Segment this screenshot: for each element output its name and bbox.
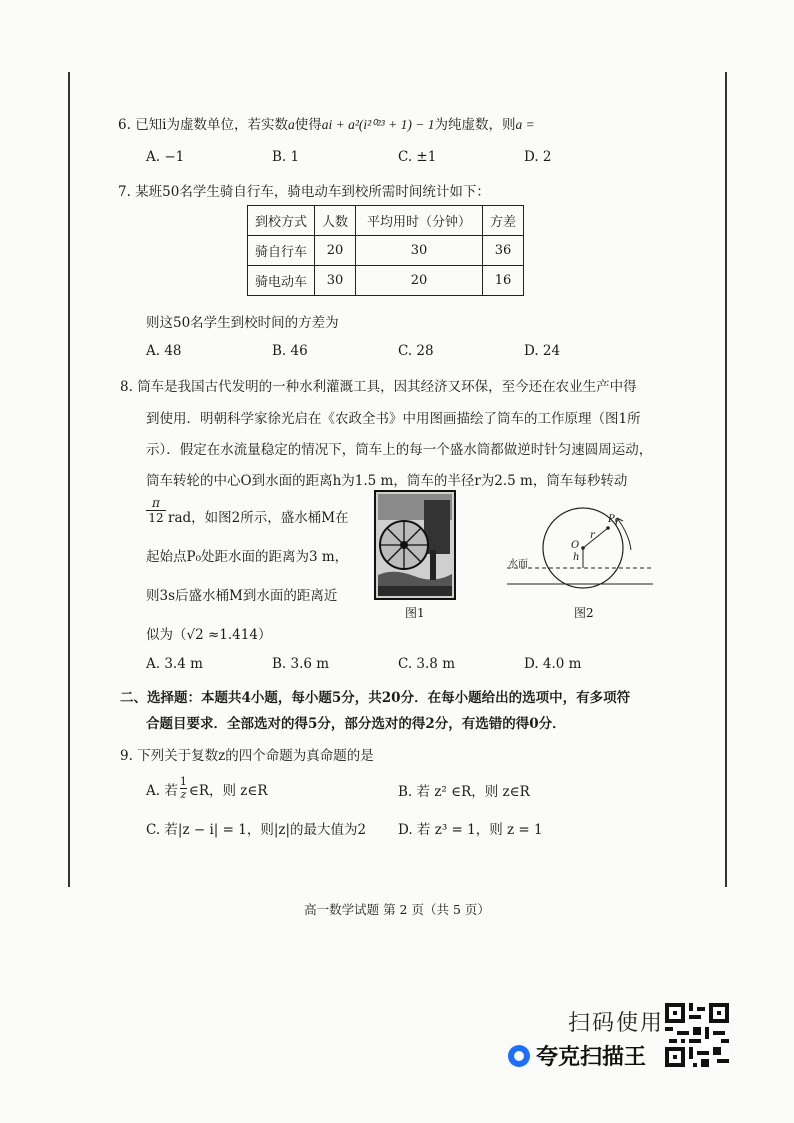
question-8-line-5: rad，如图2所示，盛水桶M在: [168, 510, 349, 526]
fig2-height-label: h: [573, 552, 580, 563]
table-cell: 36: [483, 236, 524, 266]
table-header: 方差: [483, 206, 524, 236]
table-header-row: [248, 206, 524, 236]
fig2-water-label: 水面: [508, 559, 528, 570]
rotation-fraction: π 12: [146, 496, 166, 525]
q9-option-b: B. 若 z² ∈R，则 z∈R: [398, 784, 530, 800]
q9-option-c: C. 若|z − i| = 1，则|z|的最大值为2: [146, 822, 367, 838]
question-8-line-6: 起始点P₀处距水面的距离为3 m，: [146, 549, 349, 565]
page-footer: 高一数学试题 第 2 页（共 5 页）: [304, 902, 490, 917]
q7-option-c: C. 28: [398, 343, 434, 359]
section-2-instructions: 合题目要求．全部选对的得5分，部分选对的得2分，有选错的得0分．: [146, 716, 566, 732]
scan-to-use-label: 扫码使用: [568, 1011, 665, 1036]
q8-option-d: D. 4.0 m: [524, 656, 582, 672]
fig2-radius-label: r: [590, 530, 595, 541]
q8-option-b: B. 3.6 m: [272, 656, 330, 672]
q6-option-a: A. −1: [146, 149, 185, 165]
table-cell: 20: [315, 236, 356, 266]
quark-logo-icon: [508, 1045, 530, 1067]
q6-option-c: C. ±1: [398, 149, 437, 165]
question-6: 6. 已知i为虚数单位，若实数a使得ai + a²(i²⁰²³ + 1) − 1为纯虚数，则a =: [118, 117, 535, 133]
question-9: 9. 下列关于复数z的四个命题为真命题的是: [120, 748, 374, 764]
commute-table: [247, 205, 524, 296]
table-cell: 30: [315, 266, 356, 296]
q6-option-b: B. 1: [272, 149, 300, 165]
table-cell: 16: [483, 266, 524, 296]
q7-option-d: D. 24: [524, 343, 561, 359]
table-cell: 骑自行车: [248, 236, 315, 266]
question-8-line-4: 筒车转轮的中心O到水面的距离h为1.5 m，筒车的半径r为2.5 m，筒车每秒转动: [146, 473, 628, 489]
q9-option-a-fraction: 1 z: [179, 775, 187, 801]
fig2-start-point-label: P₀: [608, 514, 619, 525]
q7-question: 则这50名学生到校时间的方差为: [146, 315, 339, 331]
q6-option-d: D. 2: [524, 149, 552, 165]
left-margin-rule: [68, 72, 70, 887]
section-2-heading: 二、选择题：本题共4小题，每小题5分，共20分．在每小题给出的选项中，有多项符: [120, 690, 631, 706]
table-header: 到校方式: [248, 206, 315, 236]
scanner-brand: 夸克扫描王: [508, 1040, 646, 1071]
table-header: 人数: [315, 206, 356, 236]
table-cell: 骑电动车: [248, 266, 315, 296]
q9-option-a: A. 若 1 z ∈R，则 z∈R: [146, 775, 268, 801]
figure-1-illustration: [374, 490, 456, 600]
figure-2-caption: 图2: [574, 606, 594, 620]
question-8-line-8: 似为（√2 ≈1.414）: [146, 627, 272, 643]
table-cell: 30: [356, 236, 483, 266]
fig2-center-label: O: [571, 540, 580, 551]
question-8-line-7: 则3s后盛水桶M到水面的距离近: [146, 588, 338, 604]
table-cell: 20: [356, 266, 483, 296]
table-header: 平均用时（分钟）: [356, 206, 483, 236]
q9-option-d: D. 若 z³ = 1，则 z = 1: [398, 822, 543, 838]
q7-option-a: A. 48: [146, 343, 182, 359]
question-8-line-2: 到使用．明朝科学家徐光启在《农政全书》中用图画描绘了筒车的工作原理（图1所: [146, 411, 641, 427]
qr-code-icon[interactable]: [665, 1003, 729, 1067]
q8-option-c: C. 3.8 m: [398, 656, 455, 672]
table-row: [248, 236, 524, 266]
question-8-line-1: 8. 筒车是我国古代发明的一种水利灌溉工具，因其经济又环保，至今还在农业生产中得: [120, 379, 637, 395]
right-margin-rule: [725, 72, 727, 887]
figure-2-diagram: [505, 500, 655, 596]
q6-expression: ai + a²(i²⁰²³ + 1) − 1: [321, 117, 435, 132]
question-7: 7. 某班50名学生骑自行车，骑电动车到校所需时间统计如下：: [118, 184, 490, 200]
table-row: [248, 266, 524, 296]
q8-option-a: A. 3.4 m: [146, 656, 203, 672]
q7-option-b: B. 46: [272, 343, 308, 359]
question-8-line-3: 示）．假定在水流量稳定的情况下，筒车上的每一个盛水筒都做逆时针匀速圆周运动，: [146, 442, 653, 458]
figure-1-caption: 图1: [405, 606, 425, 620]
